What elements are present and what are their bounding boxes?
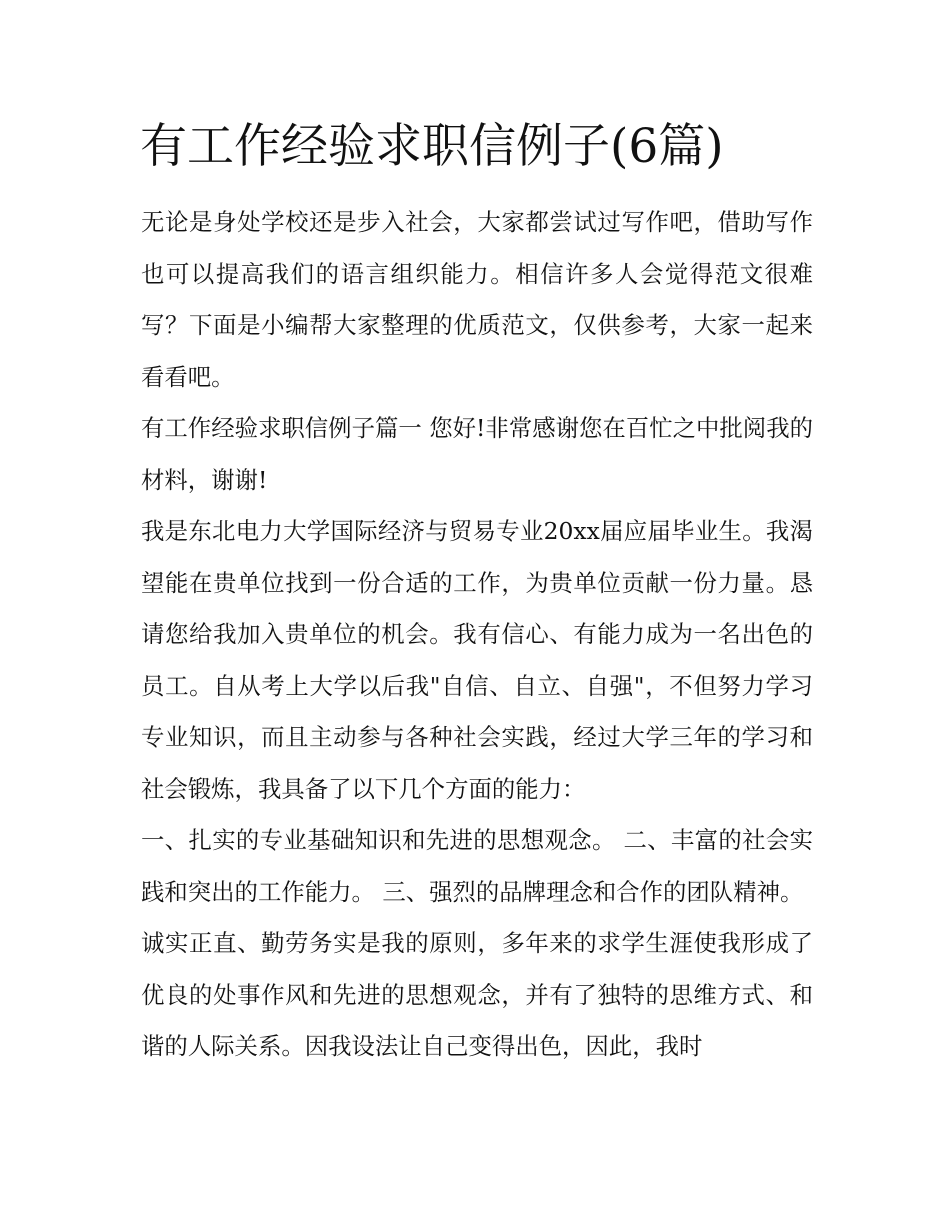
document-body (141, 197, 813, 1073)
paragraph-greeting: 有工作经验求职信例子篇一 您好!非常感谢您在百忙之中批阅我的材料，谢谢! (141, 414, 813, 494)
paragraph-intro: 无论是身处学校还是步入社会，大家都尝试过写作吧，借助写作也可以提高我们的语言组织能力。相信许多人会觉得范文很难写？下面是小编帮大家整理的优质范文，仅供参考，大家一起来看看吧。 (141, 208, 813, 391)
paragraph-self-introduction: 我是东北电力大学国际经济与贸易专业20xx届应届毕业生。我渴望能在贵单位找到一份合适的工作，为贵单位贡献一份力量。恳请您给我加入贵单位的机会。我有信心、有能力成为一名出色的员工。自从考上大学以后我"自信、自立、自强"，不但努力学习专业知识，而且主动参与各种社会实践，经过大学三年的学习和社会锻炼，我具备了以下几个方面的能力： (141, 517, 813, 803)
paragraph-principles: 诚实正直、勤劳务实是我的原则，多年来的求学生涯使我形成了优良的处事作风和先进的思想观念，并有了独特的思维方式、和谐的人际关系。因我设法让自己变得出色，因此，我时 (141, 929, 813, 1060)
document-title: 有工作经验求职信例子(6篇) (140, 119, 724, 174)
paragraph-abilities: 一、扎实的专业基础知识和先进的思想观念。 二、丰富的社会实践和突出的工作能力。 三、强烈的品牌理念和合作的团队精神。 (141, 826, 813, 906)
